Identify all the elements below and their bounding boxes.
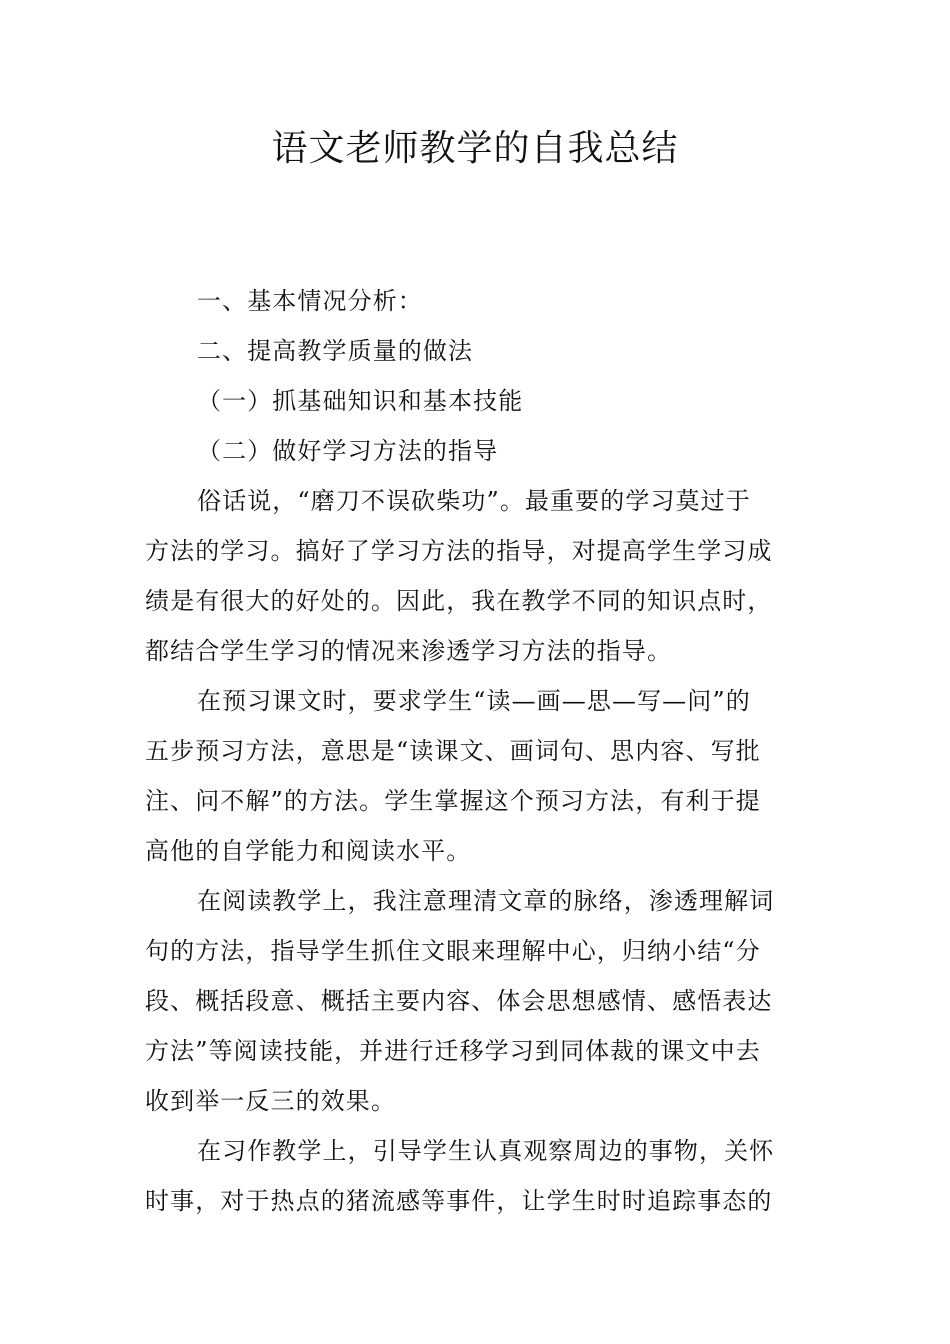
paragraph-line: 段、概括段意、概括主要内容、体会思想感情、感悟表达 [145, 987, 773, 1015]
paragraph-line: 在习作教学上，引导学生认真观察周边的事物，关怀 [197, 1137, 775, 1165]
paragraph-line: 句的方法，指导学生抓住文眼来理解中心，归纳小结“分 [145, 937, 761, 965]
document-body [145, 276, 809, 1226]
paragraph-line: 收到举一反三的效果。 [145, 1087, 396, 1115]
section-heading-methods: 二、提高教学质量的做法 [197, 337, 474, 365]
paragraph-line: 方法”等阅读技能，并进行迁移学习到同体裁的课文中去 [145, 1037, 761, 1065]
section-heading-basic-situation: 一、基本情况分析： [197, 287, 423, 315]
paragraph-line: 五步预习方法，意思是“读课文、画词句、思内容、写批 [145, 737, 761, 765]
paragraph-line: 俗话说，“磨刀不误砍柴功”。最重要的学习莫过于 [197, 487, 751, 515]
paragraph-line: 时事，对于热点的猪流感等事件，让学生时时追踪事态的 [145, 1187, 773, 1215]
document-title: 语文老师教学的自我总结 [271, 128, 679, 169]
paragraph-line: 注、问不解”的方法。学生掌握这个预习方法，有利于提 [145, 787, 761, 815]
subsection-heading-study-methods: （二）做好学习方法的指导 [197, 437, 499, 465]
paragraph-line: 都结合学生学习的情况来渗透学习方法的指导。 [145, 637, 673, 665]
paragraph-line: 在阅读教学上，我注意理清文章的脉络，渗透理解词 [197, 887, 775, 915]
paragraph-line: 高他的自学能力和阅读水平。 [145, 837, 472, 865]
paragraph-line: 绩是有很大的好处的。因此，我在教学不同的知识点时， [145, 587, 773, 615]
subsection-heading-basics: （一）抓基础知识和基本技能 [197, 387, 524, 415]
paragraph-line: 在预习课文时，要求学生“读—画—思—写—问”的 [197, 687, 751, 715]
paragraph-line: 方法的学习。搞好了学习方法的指导，对提高学生学习成 [145, 537, 773, 565]
